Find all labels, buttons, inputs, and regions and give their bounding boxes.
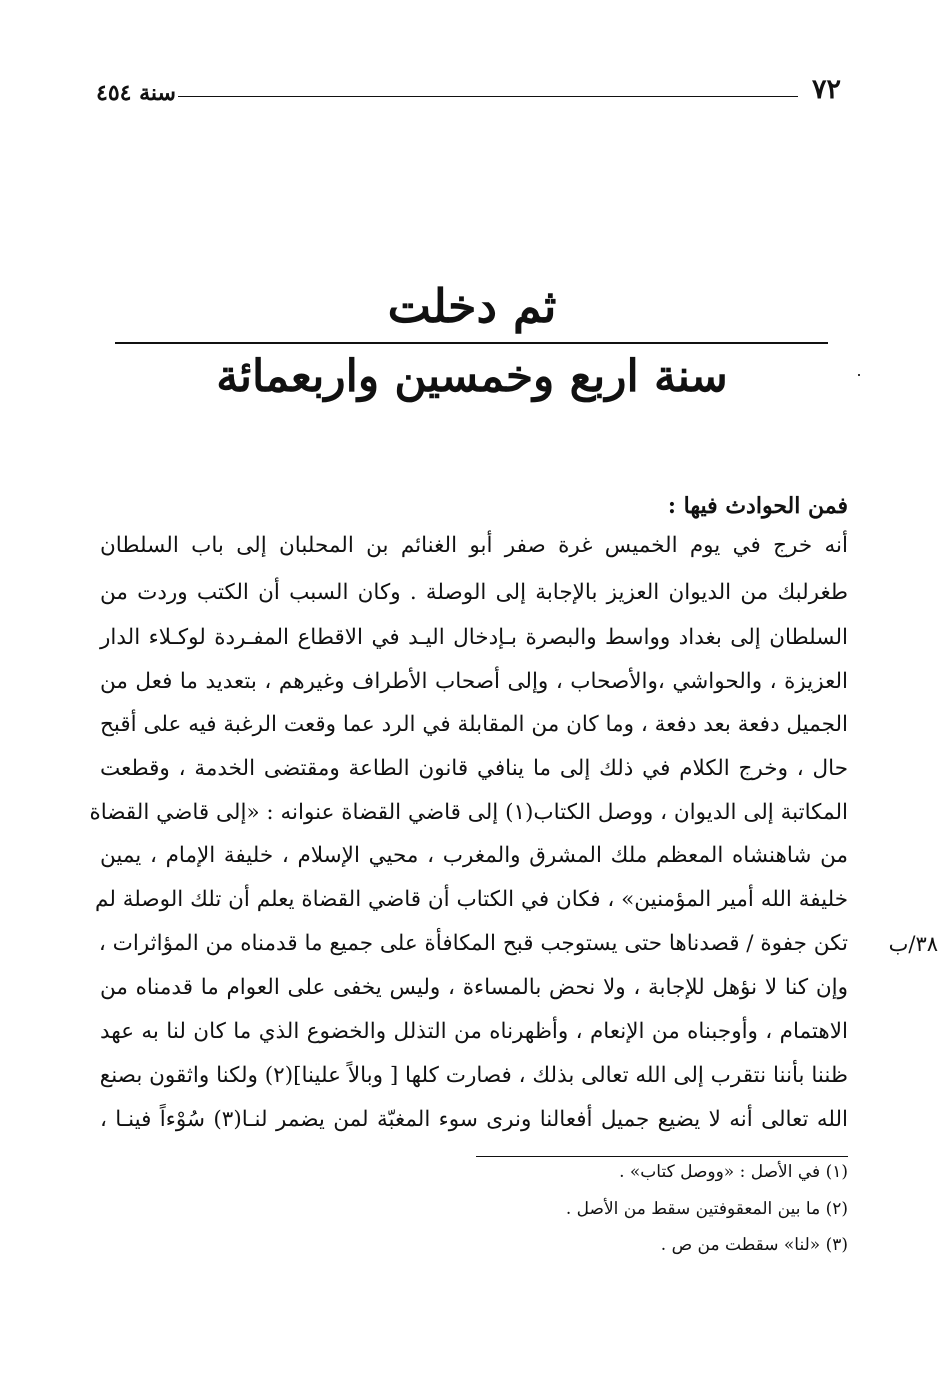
text-line: المكاتبة إلى الديوان ، ووصل الكتاب(١) إلى قاضي القضاة عنوانه : «إلى قاضي القضاة xyxy=(89,800,848,825)
text-line: الاهتمام ، وأوجبناه من الإنعام ، وأظهرناه من التذلل والخضوع الذي ما كان لنا به عهد xyxy=(100,1019,848,1044)
text-line: العزيزة ، والحواشي ،والأصحاب ، وإلى أصحاب الأطراف وغيرهم ، بتعديد ما فعل من xyxy=(100,669,848,694)
text-line: طغرلبك من الديوان العزيز بالإجابة إلى الوصلة . وكان السبب أن الكتب وردت من xyxy=(100,580,848,605)
running-title: سنة ٤٥٤ xyxy=(96,80,176,106)
chapter-title-line2: سنة اربع وخمسين واربعمائة xyxy=(216,351,728,402)
page-number: ٧٢ xyxy=(812,74,842,105)
footnote: (٢) ما بين المعقوفتين سقط من الأصل . xyxy=(565,1199,848,1219)
text-line: حال ، وخرج الكلام في ذلك إلى ما ينافي قانون الطاعة ومقتضى الخدمة ، وقطعت xyxy=(100,756,848,781)
text-line: وإن كنا لا نؤهل للإجابة ، ولا نحض بالمساءة ، وليس يخفى على العوام ما قدمناه من xyxy=(100,975,848,1000)
text-line: من شاهنشاه المعظم ملك المشرق والمغرب ، محيي الإسلام ، خليفة الإمام ، يمين xyxy=(100,843,848,868)
footnote: (١) في الأصل : «ووصل كتاب» . xyxy=(619,1162,848,1182)
text-line: خليفة الله أمير المؤمنين» ، فكان في الكتاب أن قاضي القضاة يعلم أن تلك الوصلة لم xyxy=(95,887,848,912)
speck xyxy=(858,374,860,376)
chapter-title-line1: ثم دخلت xyxy=(387,279,557,333)
text-line: تكن جفوة / قصدناها حتى يستوجب قبح المكافأة على جميع ما قدمناه من المؤاثرات ، xyxy=(98,931,848,956)
text-line: السلطان إلى بغداد وواسط والبصرة بـإدخال اليـد في الاقطاع المفـردة لوكـلاء الدار xyxy=(100,625,848,650)
section-heading: فمن الحوادث فيها : xyxy=(667,493,848,519)
manuscript-folio-note: ٣٨/ب xyxy=(888,932,938,956)
text-line: أنه خرج في يوم الخميس غرة صفر أبو الغنائم بن المحلبان إلى باب السلطان xyxy=(100,533,848,558)
header-rule xyxy=(178,96,798,97)
text-line: الله تعالى أنه لا يضيع جميل أفعالنا ونرى سوء المغبّة لمن يضمر لنـا(٣) سُوْءاً فينـا ، xyxy=(100,1107,849,1132)
text-line: الجميل دفعة بعد دفعة ، وما كان من المقابلة في الرد عما وقعت الرغبة فيه على أقبح xyxy=(100,712,848,737)
text-line: ظننا بأننا نتقرب إلى الله تعالى بذلك ، فصارت كلها [ وبالاً علينا](٢) ولكنا واثقون بصنع xyxy=(99,1063,848,1088)
chapter-title-rule xyxy=(115,342,828,344)
footnote-rule xyxy=(476,1156,848,1157)
footnote: (٣) «لنا» سقطت من ص . xyxy=(660,1235,848,1255)
